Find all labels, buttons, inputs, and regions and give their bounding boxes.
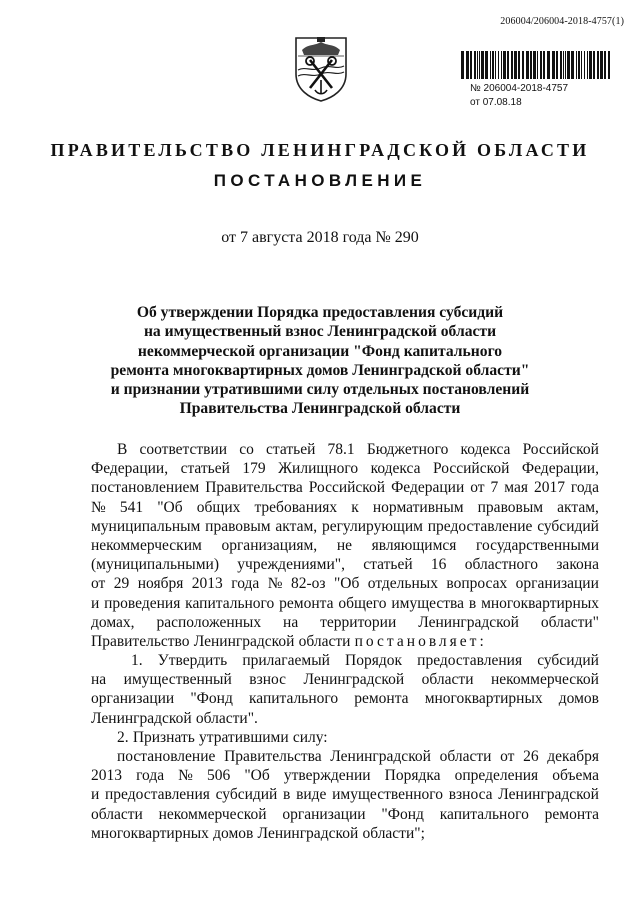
spaced-verb: постановляет: <box>354 632 487 650</box>
body-line: области некоммерческой организации "Фонд капитального ремонта <box>91 805 599 823</box>
registry-number: № 206004-2018-4757 <box>470 83 569 94</box>
document-body <box>91 440 599 843</box>
subject-line: и признании утратившими силу отдельных постановлений <box>110 381 530 399</box>
subject-line: на имущественный взнос Ленинградской области <box>143 323 497 341</box>
body-line: 2. Признать утратившими силу: <box>117 728 328 746</box>
document-subject <box>100 303 540 419</box>
body-line: Ленинградской области". <box>91 709 258 727</box>
subject-line: Правительства Ленинградской области <box>179 400 461 418</box>
body-line: от 29 ноября 2013 года № 82-оз "Об отдельных вопросах организации <box>91 575 599 593</box>
body-line: на имущественный взнос Ленинградской области некоммерческой <box>91 671 599 689</box>
body-line: постановление Правительства Ленинградской области от 26 декабря <box>117 748 599 765</box>
registry-code: 206004/206004-2018-4757(1) <box>500 16 624 27</box>
body-line: В соответствии со статьей 78.1 Бюджетного кодекса Российской <box>117 441 599 458</box>
body-line: и предоставления субсидий в виде имущественного взноса Ленинградской <box>91 786 599 804</box>
government-title: ПРАВИТЕЛЬСТВО ЛЕНИНГРАДСКОЙ ОБЛАСТИ <box>50 140 590 160</box>
body-line: 1. Утвердить прилагаемый Порядок предоставления субсидий <box>131 652 599 670</box>
body-line: 2013 года № 506 "Об утверждении Порядка определения объема <box>91 767 599 785</box>
subject-line: ремонта многоквартирных домов Ленинградской области" <box>110 361 530 379</box>
body-line: муниципальным правовым актам, регулирующим предоставление субсидий <box>91 517 599 535</box>
document-date-number: от 7 августа 2018 года № 290 <box>221 229 419 246</box>
subject-line: Об утверждении Порядка предоставления субсидий <box>136 304 504 321</box>
body-line: домах, расположенных на территории Ленинградской области" <box>91 613 599 631</box>
body-line: организации "Фонд капитального ремонта многоквартирных домов <box>91 690 599 708</box>
body-line: некоммерческим организациям, не являющимся государственными <box>91 536 599 554</box>
body-line: (муниципальными) учреждениями", статьей 16 областного закона <box>91 556 599 574</box>
barcode-icon <box>461 51 613 79</box>
body-line: № 541 "Об общих требованиях к нормативным правовым актам, <box>91 498 599 516</box>
body-line: и проведения капитального ремонта общего имущества в многоквартирных <box>91 594 599 612</box>
body-line: постановлением Правительства Российской Федерации от 7 мая 2017 года <box>91 479 599 497</box>
coat-of-arms-icon <box>294 36 348 102</box>
subject-line: некоммерческой организации "Фонд капитального <box>137 342 503 360</box>
body-line: Правительство Ленинградской области постановляет: <box>91 632 487 650</box>
registry-date: от 07.08.18 <box>470 97 522 108</box>
document-type: ПОСТАНОВЛЕНИЕ <box>213 171 427 190</box>
body-line: многоквартирных домов Ленинградской области"; <box>91 824 425 842</box>
body-line: Федерации, статьей 179 Жилищного кодекса Российской Федерации, <box>91 460 599 478</box>
